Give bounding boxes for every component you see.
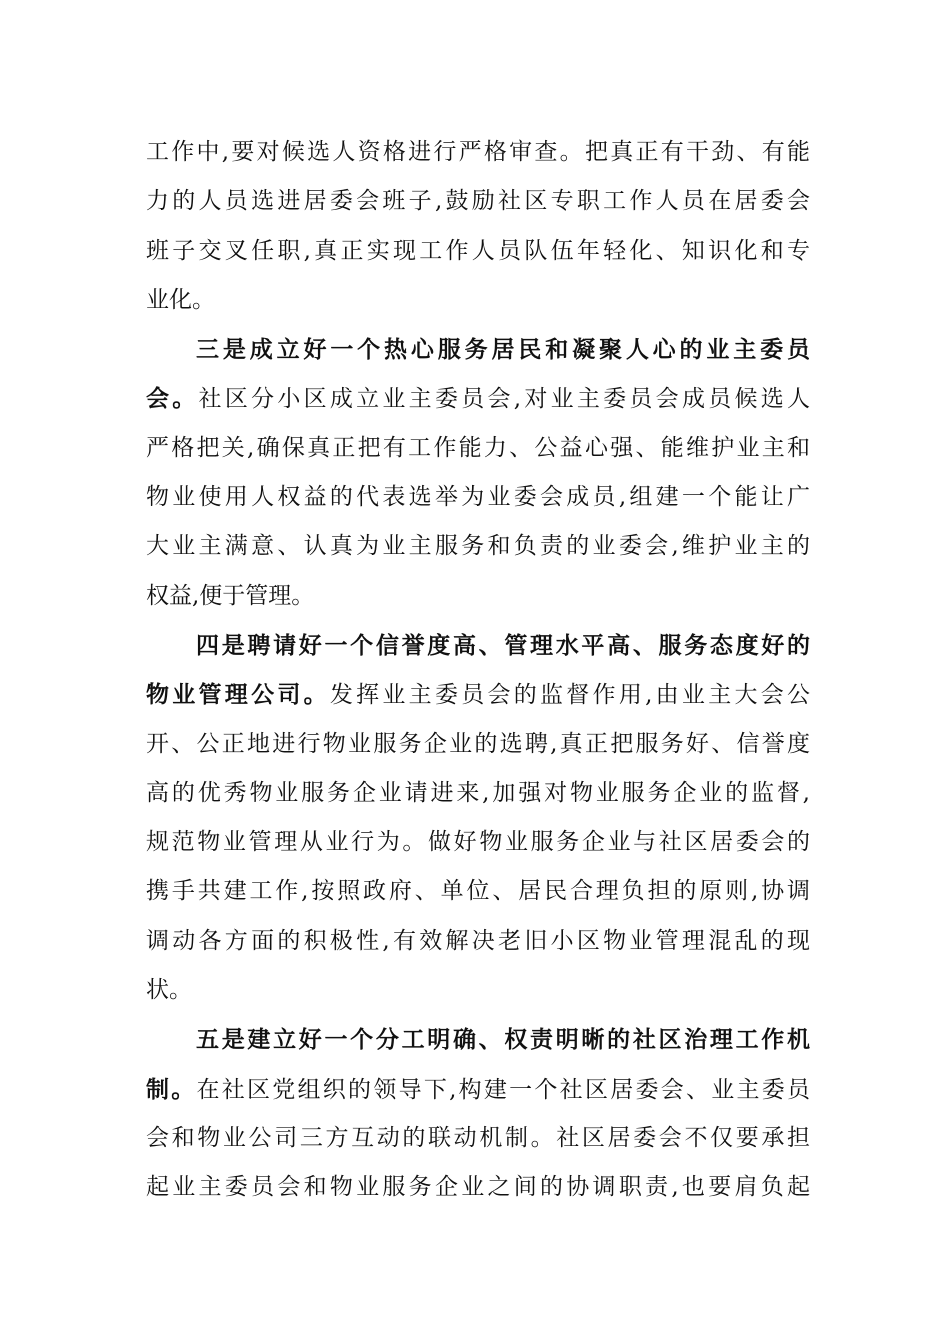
text-line xyxy=(146,1114,810,1163)
bold-heading-run: 会。 xyxy=(146,385,199,413)
text-run: 力的人员选进居委会班子,鼓励社区专职工作人员在居委会 xyxy=(146,188,810,215)
text-line xyxy=(146,424,810,473)
text-line xyxy=(146,128,810,177)
text-line xyxy=(146,720,810,769)
text-run: 物业使用人权益的代表选举为业委会成员,组建一个能让广 xyxy=(146,484,810,511)
bold-heading-run: 物业管理公司。 xyxy=(146,681,330,709)
text-line xyxy=(146,276,810,325)
text-line xyxy=(146,572,810,621)
text-run: 工作中,要对候选人资格进行严格审查。把真正有干劲、有能 xyxy=(146,139,810,165)
paragraph-1 xyxy=(146,128,810,325)
text-line xyxy=(146,621,810,670)
text-line xyxy=(146,177,810,226)
bold-heading-run: 四是聘请好一个信誉度高、管理水平高、服务态度好的 xyxy=(196,631,810,659)
document-body xyxy=(146,128,810,1213)
text-run: 在社区党组织的领导下,构建一个社区居委会、业主委员 xyxy=(196,1076,810,1103)
text-run: 班子交叉任职,真正实现工作人员队伍年轻化、知识化和专 xyxy=(146,237,810,264)
text-run: 起业主委员会和物业服务企业之间的协调职责,也要肩负起 xyxy=(146,1174,810,1201)
paragraph-2 xyxy=(146,325,810,621)
text-line xyxy=(146,473,810,522)
text-run: 规范物业管理从业行为。做好物业服务企业与社区居委会的 xyxy=(146,829,810,856)
text-line xyxy=(146,966,810,1015)
text-line xyxy=(146,1163,810,1212)
text-line xyxy=(146,867,810,916)
bold-heading-run: 五是建立好一个分工明确、权责明晰的社区治理工作机 xyxy=(196,1026,810,1054)
text-run: 开、公正地进行物业服务企业的选聘,真正把服务好、信誉度 xyxy=(146,730,810,757)
text-line xyxy=(146,522,810,571)
text-line xyxy=(146,670,810,719)
text-run: 高的优秀物业服务企业请进来,加强对物业服务企业的监督, xyxy=(146,779,810,806)
bold-heading-run: 三是成立好一个热心服务居民和凝聚人心的业主委员 xyxy=(196,336,810,364)
text-line xyxy=(146,818,810,867)
text-line xyxy=(146,325,810,374)
text-line xyxy=(146,1065,810,1114)
text-run: 会和物业公司三方互动的联动机制。社区居委会不仅要承担 xyxy=(146,1124,810,1151)
text-run: 发挥业主委员会的监督作用,由业主大会公 xyxy=(329,682,811,709)
text-run: 社区分小区成立业主委员会,对业主委员会成员候选人 xyxy=(198,386,811,413)
text-run: 严格把关,确保真正把有工作能力、公益心强、能维护业主和 xyxy=(146,434,810,461)
text-run: 携手共建工作,按照政府、单位、居民合理负担的原则,协调 xyxy=(146,878,810,905)
text-run: 状。 xyxy=(146,977,192,1004)
text-line xyxy=(146,227,810,276)
text-run: 大业主满意、认真为业主服务和负责的业委会,维护业主的 xyxy=(146,533,810,560)
text-run: 业化。 xyxy=(146,286,215,313)
text-line xyxy=(146,917,810,966)
text-line xyxy=(146,769,810,818)
bold-heading-run: 制。 xyxy=(146,1075,197,1103)
text-run: 权益,便于管理。 xyxy=(146,582,315,609)
text-run: 调动各方面的积极性,有效解决老旧小区物业管理混乱的现 xyxy=(146,927,810,954)
paragraph-3 xyxy=(146,621,810,1015)
text-line xyxy=(146,1015,810,1064)
paragraph-4 xyxy=(146,1015,810,1212)
text-line xyxy=(146,374,810,423)
